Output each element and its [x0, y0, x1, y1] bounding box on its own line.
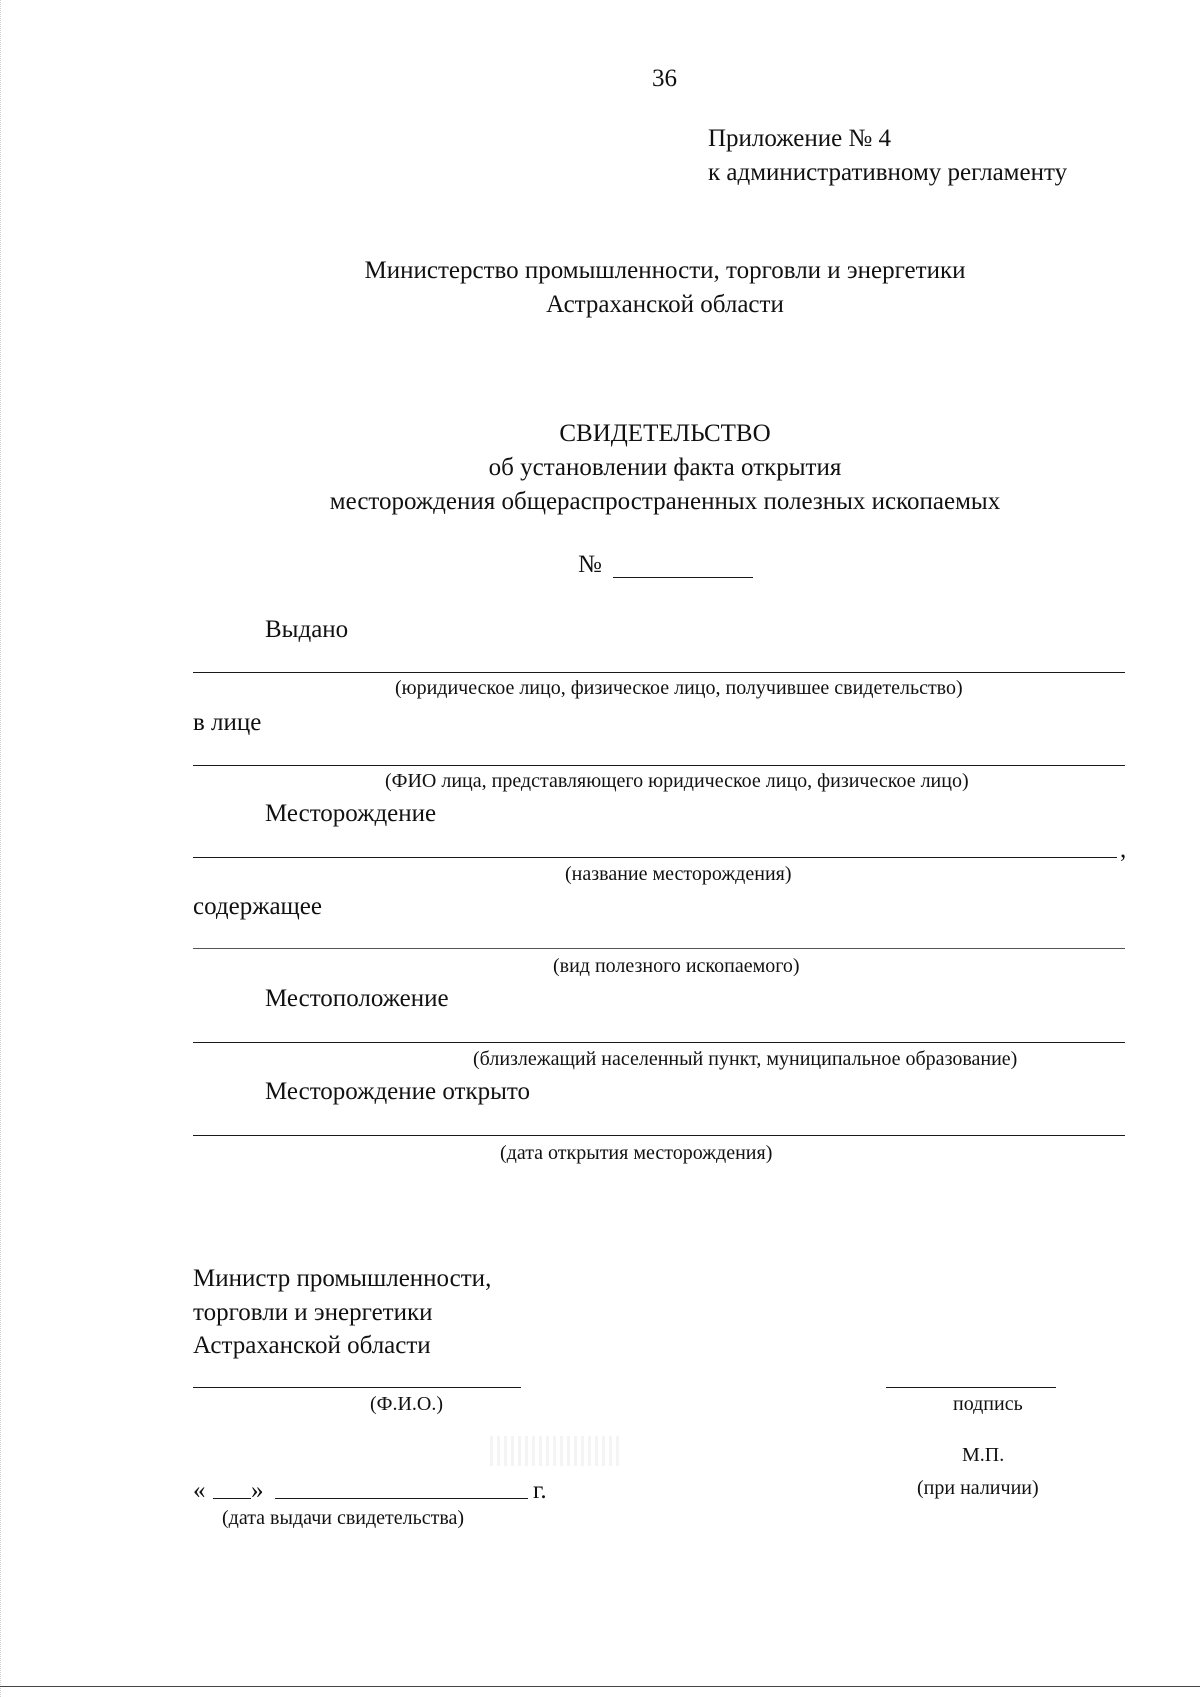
deposit-line[interactable]	[193, 857, 1117, 858]
location-hint: (близлежащий населенный пункт, муниципальное образование)	[473, 1048, 1018, 1070]
containing-label: содержащее	[193, 893, 323, 920]
ministry-name: Министерство промышленности, торговли и энергетики	[364, 257, 966, 284]
opened-hint: (дата открытия месторождения)	[500, 1142, 773, 1164]
signature-hint: подпись	[953, 1393, 1023, 1415]
seal-hint: (при наличии)	[917, 1477, 1039, 1499]
minister-title-1: Министр промышленности,	[193, 1265, 492, 1292]
minister-title-2: торговли и энергетики	[193, 1299, 433, 1326]
certificate-subtitle-2: месторождения общераспространенных полезных ископаемых	[329, 488, 1001, 515]
deposit-label: Месторождение	[265, 800, 437, 827]
issued-hint: (юридическое лицо, физическое лицо, получившее свидетельство)	[395, 677, 963, 699]
date-year-suffix: г.	[533, 1477, 547, 1504]
issued-line[interactable]	[193, 672, 1125, 673]
appendix-number: Приложение № 4	[708, 125, 892, 152]
date-hint: (дата выдачи свидетельства)	[222, 1507, 465, 1529]
date-close-quote: »	[251, 1477, 264, 1504]
location-line[interactable]	[193, 1042, 1125, 1043]
issued-label: Выдано	[265, 616, 349, 643]
fio-line[interactable]	[193, 1387, 521, 1388]
minister-title-3: Астраханской области	[193, 1332, 431, 1359]
opened-label: Месторождение открыто	[265, 1078, 531, 1105]
date-day-line[interactable]	[213, 1498, 251, 1499]
bottom-rule	[0, 1686, 1200, 1687]
faint-stamp-mark	[490, 1436, 620, 1466]
fio-hint: (Ф.И.О.)	[370, 1393, 444, 1415]
opened-line[interactable]	[193, 1135, 1125, 1136]
seal-label: М.П.	[962, 1444, 1005, 1466]
page-number: 36	[652, 65, 677, 92]
ministry-region: Астраханской области	[546, 291, 784, 318]
scan-edge	[0, 0, 3, 1697]
represented-label: в лице	[193, 709, 262, 736]
deposit-hint: (название месторождения)	[565, 863, 792, 885]
date-open-quote: «	[193, 1477, 206, 1504]
certificate-title: СВИДЕТЕЛЬСТВО	[559, 420, 771, 447]
represented-line[interactable]	[193, 765, 1125, 766]
location-label: Местоположение	[265, 985, 449, 1012]
appendix-reference: к административному регламенту	[708, 159, 1068, 186]
signature-line[interactable]	[886, 1387, 1056, 1388]
certificate-number-label: №	[578, 551, 602, 578]
certificate-number-line[interactable]	[613, 577, 753, 578]
deposit-comma: ,	[1120, 836, 1127, 863]
represented-hint: (ФИО лица, представляющего юридическое лицо, физическое лицо)	[385, 770, 969, 792]
mineral-hint: (вид полезного ископаемого)	[553, 955, 800, 977]
certificate-subtitle-1: об установлении факта открытия	[488, 454, 842, 481]
mineral-line[interactable]	[193, 948, 1125, 949]
date-month-line[interactable]	[275, 1498, 528, 1499]
